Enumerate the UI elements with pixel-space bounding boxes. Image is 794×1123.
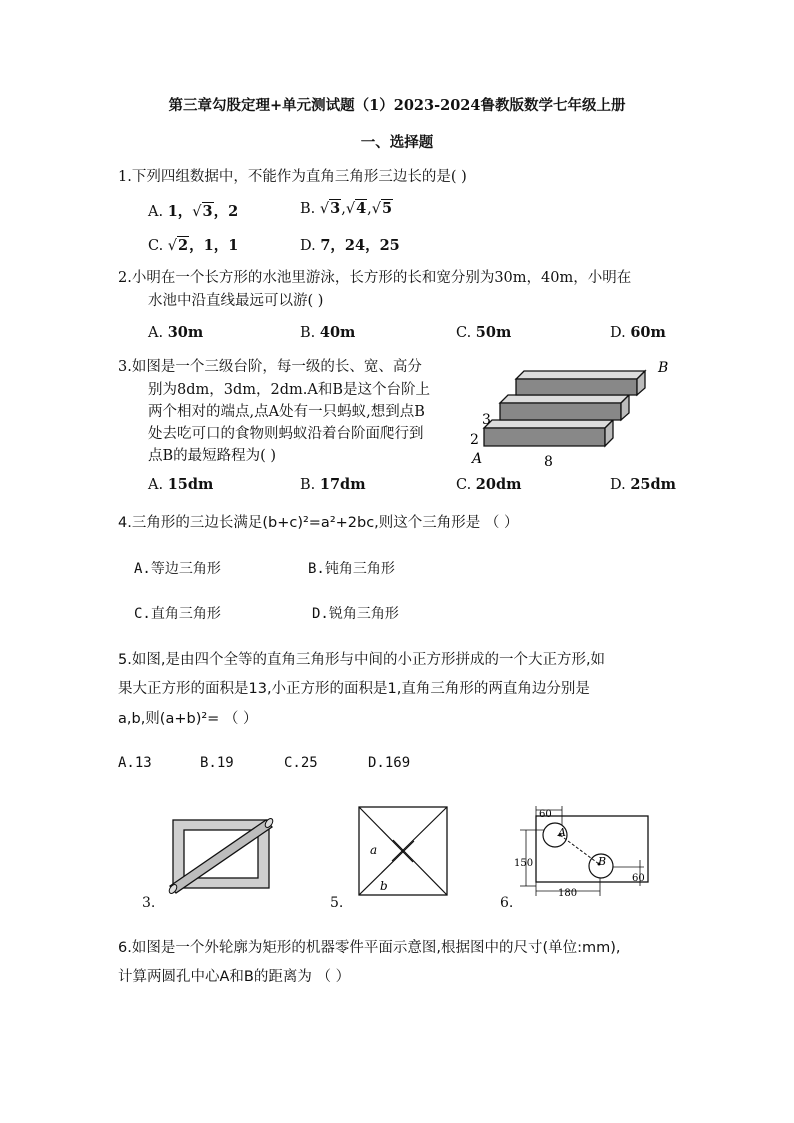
figure-6-dim-60-top: 60: [539, 809, 552, 820]
q2-option-b[interactable]: B. 40m: [300, 324, 356, 341]
q5-option-d[interactable]: D.169: [368, 755, 411, 771]
q1-option-d[interactable]: [300, 234, 400, 255]
q3-line5: 点B的最短路程为( ): [148, 448, 277, 464]
figure-3-caption: 3.: [142, 895, 156, 911]
q5-line2: 果大正方形的面积是13,小正方形的面积是1,直角三角形的两直角边分别是: [118, 681, 590, 697]
q3-line3: 两个相对的端点,点A处有一只蚂蚁,想到点B: [148, 404, 425, 420]
q2-option-d[interactable]: D. 60m: [610, 324, 666, 341]
figure-5-label-b: b: [380, 879, 388, 893]
sqrt-3: √3: [192, 203, 213, 220]
q3-option-d[interactable]: D. 25dm: [610, 476, 676, 493]
q1-d-text: 7，24，25: [320, 237, 400, 254]
q2-line2: 水池中沿直线最远可以游( ): [148, 293, 324, 309]
figure-6-caption: 6.: [500, 895, 514, 911]
q3-option-a[interactable]: A. 15dm: [148, 476, 214, 493]
q2-option-c[interactable]: C. 50m: [456, 324, 512, 341]
figure-6-label-b: B: [598, 855, 607, 868]
q1-stem: 1.下列四组数据中，不能作为直角三角形三边长的是( ): [118, 169, 467, 185]
figure-6-part: [512, 804, 652, 900]
stairs-label-3: 3: [482, 412, 491, 428]
stairs-label-8: 8: [544, 454, 553, 470]
q1-b-label: B.: [300, 201, 316, 217]
q1-a-label: A.: [148, 204, 164, 220]
q5-line3: a,b,则(a+b)²= （ ）: [118, 711, 258, 727]
stairs-figure: [462, 358, 682, 470]
q3-line2: 别为8dm，3dm，2dm.A和B是这个台阶上: [148, 382, 431, 398]
q5-option-a[interactable]: A.13: [118, 755, 152, 771]
figure-6-dim-180: 180: [558, 888, 578, 899]
figure-5-label-a: a: [370, 843, 378, 857]
sqrt-5: √5: [371, 200, 393, 217]
stairs-label-2: 2: [470, 432, 479, 448]
sqrt-3: √3: [319, 200, 341, 217]
sqrt-4: √4: [345, 200, 367, 217]
q1-c-post: ，1，1: [189, 237, 239, 254]
q1-c-label: C.: [148, 238, 164, 254]
q1-a-pre: 1，: [167, 203, 193, 220]
step2-front: [500, 403, 621, 420]
q3-option-c[interactable]: C. 20dm: [456, 476, 522, 493]
figure-6-dim-150: 150: [514, 858, 534, 869]
q3-option-b[interactable]: B. 17dm: [300, 476, 366, 493]
figure-5-square: [356, 804, 452, 900]
q4-option-c[interactable]: C.直角三角形: [134, 606, 221, 622]
q5-option-c[interactable]: C.25: [284, 755, 318, 771]
q4-option-d[interactable]: D.锐角三角形: [312, 606, 399, 622]
stairs-label-a: A: [472, 451, 483, 467]
q2-line1: 2.小明在一个长方形的水池里游泳，长方形的长和宽分别为30m，40m，小明在: [118, 270, 632, 286]
page-title: 第三章勾股定理+单元测试题（1）2023-2024鲁教版数学七年级上册: [168, 97, 626, 114]
step3-top: [516, 371, 645, 379]
q1-option-b[interactable]: B. √3,√4,√5: [300, 200, 393, 217]
sqrt-2: √2: [167, 237, 189, 254]
figure-3-frame: [168, 814, 276, 894]
q3-line4: 处去吃可口的食物则蚂蚁沿着台阶面爬行到: [148, 426, 424, 442]
section-heading: 一、选择题: [360, 134, 434, 151]
q1-d-label: D.: [300, 238, 316, 254]
q6-line2: 计算两圆孔中心A和B的距离为 （ ）: [118, 969, 351, 985]
q1-option-c[interactable]: [148, 234, 238, 255]
step3-front: [516, 379, 637, 395]
step1-top: [484, 420, 613, 428]
step1-front: [484, 428, 605, 446]
q2-option-a[interactable]: A. 30m: [148, 324, 204, 341]
q1-a-post: ，2: [213, 203, 239, 220]
q1-option-a[interactable]: [148, 200, 238, 221]
figure-6-label-a: A: [558, 826, 566, 839]
q4-option-b[interactable]: B.钝角三角形: [308, 561, 395, 577]
q3-line1: 3.如图是一个三级台阶，每一级的长、宽、高分: [118, 359, 422, 375]
figure-6-dim-60-right: 60: [632, 873, 645, 884]
q6-line1: 6.如图是一个外轮廓为矩形的机器零件平面示意图,根据图中的尺寸(单位:mm),: [118, 940, 621, 956]
q5-line1: 5.如图,是由四个全等的直角三角形与中间的小正方形拼成的一个大正方形,如: [118, 652, 606, 668]
stairs-label-b: B: [658, 360, 669, 376]
q4-option-a[interactable]: A.等边三角形: [134, 561, 221, 577]
q5-option-b[interactable]: B.19: [200, 755, 234, 771]
step2-top: [500, 395, 629, 403]
figure-5-caption: 5.: [330, 895, 344, 911]
q4-stem: 4.三角形的三边长满足(b+c)²=a²+2bc,则这个三角形是 （ ）: [118, 515, 519, 531]
